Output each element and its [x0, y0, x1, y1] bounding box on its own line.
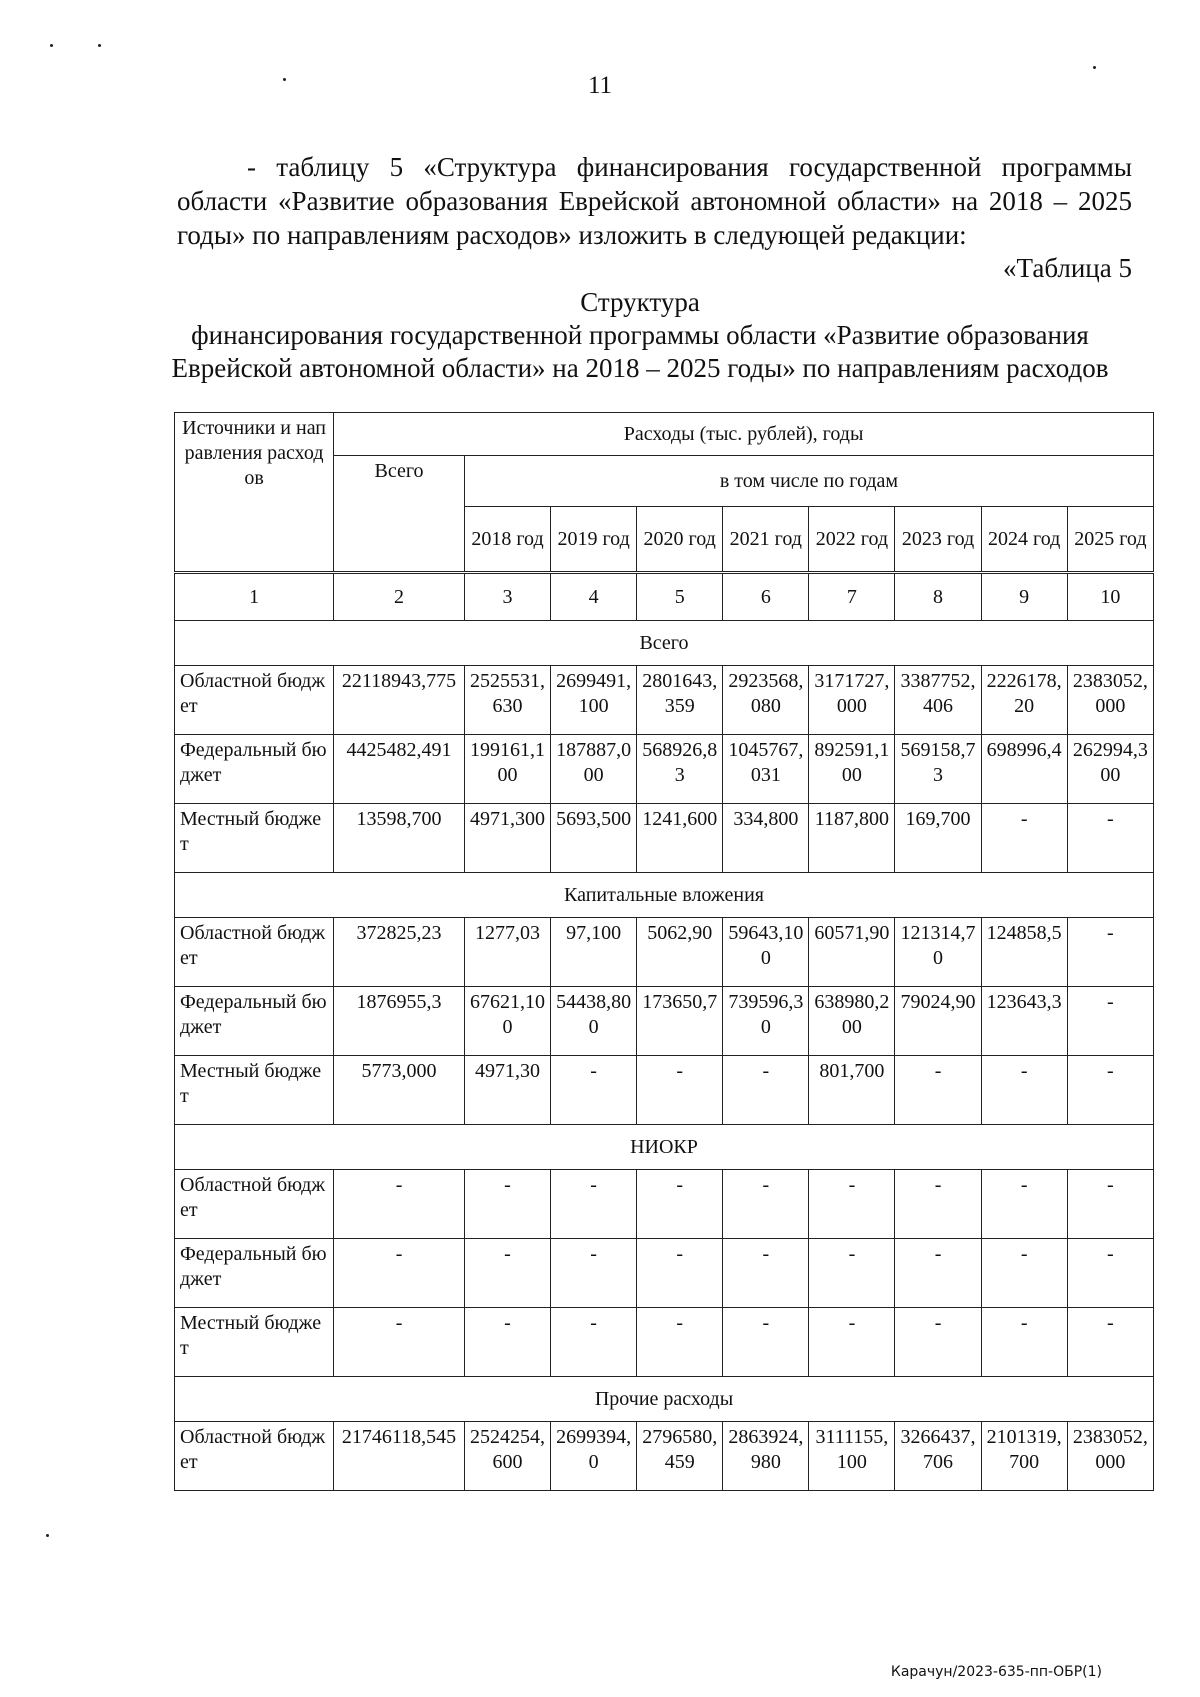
scan-speck	[98, 44, 101, 47]
table-cell: -	[1067, 804, 1153, 873]
table-row	[175, 1422, 1154, 1491]
table-cell: -	[334, 1239, 465, 1308]
table-cell: 2923568,080	[723, 666, 809, 735]
table-cell: -	[895, 1056, 981, 1125]
table-cell: 2796580,459	[637, 1422, 723, 1491]
column-index: 5	[637, 573, 723, 621]
table-cell: 124858,5	[981, 918, 1067, 987]
table-cell: -	[637, 1170, 723, 1239]
table-cell: 59643,100	[723, 918, 809, 987]
table-row	[175, 1308, 1154, 1377]
table-cell: -	[981, 1056, 1067, 1125]
table-cell: -	[551, 1239, 637, 1308]
header-year: 2024 год	[981, 507, 1067, 573]
table-subtitle: финансирования государственной программы области «Развитие образования Еврейской автономной области» на 2018 – 2025 годы» по направлениям расходов	[171, 320, 1109, 383]
row-label: Областной бюджет	[175, 1170, 334, 1239]
column-index: 8	[895, 573, 981, 621]
table-cell: 123643,3	[981, 987, 1067, 1056]
table-cell: 187887,000	[551, 735, 637, 804]
table-cell: -	[464, 1308, 550, 1377]
table-cell: -	[334, 1308, 465, 1377]
row-label: Областной бюджет	[175, 918, 334, 987]
table-cell: 199161,100	[464, 735, 550, 804]
scan-speck	[1093, 66, 1096, 69]
table-cell: 4971,300	[464, 804, 550, 873]
column-index: 9	[981, 573, 1067, 621]
table-cell: 2101319,700	[981, 1422, 1067, 1491]
header-year: 2023 год	[895, 507, 981, 573]
table-cell: -	[895, 1170, 981, 1239]
table-cell: 169,700	[895, 804, 981, 873]
table-cell: 569158,73	[895, 735, 981, 804]
section-row	[175, 873, 1154, 918]
table-cell: -	[723, 1170, 809, 1239]
table-cell: -	[981, 1170, 1067, 1239]
section-row	[175, 1377, 1154, 1422]
header-year: 2020 год	[637, 507, 723, 573]
table-cell: -	[1067, 918, 1153, 987]
table-row	[175, 918, 1154, 987]
table-cell: -	[981, 804, 1067, 873]
header-total: Всего	[334, 456, 465, 573]
column-index: 2	[334, 573, 465, 621]
table-cell: 13598,700	[334, 804, 465, 873]
table-cell: 4425482,491	[334, 735, 465, 804]
header-expenses: Расходы (тыс. рублей), годы	[334, 413, 1154, 456]
table-row	[175, 735, 1154, 804]
section-title: Капитальные вложения	[175, 873, 1154, 918]
section-row	[175, 1125, 1154, 1170]
row-label: Федеральный бюджет	[175, 735, 334, 804]
column-index: 1	[175, 573, 334, 621]
table-cell: 1277,03	[464, 918, 550, 987]
table-cell: -	[723, 1056, 809, 1125]
table-cell: -	[723, 1239, 809, 1308]
table-cell: 5773,000	[334, 1056, 465, 1125]
table-cell: -	[334, 1170, 465, 1239]
table-cell: 2525531,630	[464, 666, 550, 735]
table-cell: 2226178,20	[981, 666, 1067, 735]
column-index: 10	[1067, 573, 1153, 621]
table-cell: 334,800	[723, 804, 809, 873]
header-source-col: Источники и направления расходов	[175, 413, 334, 573]
row-label: Федеральный бюджет	[175, 1239, 334, 1308]
table-cell: 638980,200	[809, 987, 895, 1056]
table-cell: -	[551, 1056, 637, 1125]
table-cell: -	[981, 1308, 1067, 1377]
table-cell: -	[1067, 1056, 1153, 1125]
row-label: Местный бюджет	[175, 1308, 334, 1377]
table-cell: 892591,100	[809, 735, 895, 804]
table-cell: -	[981, 1239, 1067, 1308]
row-label: Областной бюджет	[175, 666, 334, 735]
table-cell: 372825,23	[334, 918, 465, 987]
section-title: Всего	[175, 621, 1154, 666]
table-cell: 739596,30	[723, 987, 809, 1056]
table-cell: -	[809, 1308, 895, 1377]
table-cell: 3387752,406	[895, 666, 981, 735]
table-cell: 121314,70	[895, 918, 981, 987]
table-cell: -	[1067, 1308, 1153, 1377]
column-index: 6	[723, 573, 809, 621]
financing-table	[174, 412, 1154, 1491]
column-index: 3	[464, 573, 550, 621]
table-cell: 2383052,000	[1067, 666, 1153, 735]
row-label: Местный бюджет	[175, 1056, 334, 1125]
table-cell: 60571,90	[809, 918, 895, 987]
table-cell: 2801643,359	[637, 666, 723, 735]
table-cell: -	[637, 1056, 723, 1125]
table-cell: 801,700	[809, 1056, 895, 1125]
section-row	[175, 621, 1154, 666]
table-cell: 1045767,031	[723, 735, 809, 804]
table-cell: 4971,30	[464, 1056, 550, 1125]
row-label: Федеральный бюджет	[175, 987, 334, 1056]
table-heading	[150, 286, 1130, 385]
table-row	[175, 1056, 1154, 1125]
scan-speck	[283, 78, 286, 81]
table-row	[175, 666, 1154, 735]
table-row	[175, 1170, 1154, 1239]
table-cell: -	[895, 1239, 981, 1308]
table-cell: 22118943,775	[334, 666, 465, 735]
header-year: 2021 год	[723, 507, 809, 573]
scan-speck	[46, 1534, 49, 1537]
document-code: Карачун/2023-635-пп-ОБР(1)	[890, 1664, 1102, 1680]
table-cell: -	[464, 1239, 550, 1308]
section-title: НИОКР	[175, 1125, 1154, 1170]
table-cell: 3171727,000	[809, 666, 895, 735]
table-cell: 2699491,100	[551, 666, 637, 735]
table-title: Структура	[580, 287, 700, 317]
column-index: 4	[551, 573, 637, 621]
intro-paragraph: - таблицу 5 «Структура финансирования государственной программы области «Развитие образования Еврейской автономной области» на 2018 – 2025 годы» по направлениям расходов» изложить в следующей редакции:	[177, 152, 1132, 250]
header-year: 2022 год	[809, 507, 895, 573]
page-number: 11	[587, 72, 613, 99]
table-cell: 1876955,3	[334, 987, 465, 1056]
table-row	[175, 804, 1154, 873]
table-cell: 54438,800	[551, 987, 637, 1056]
table-cell: 173650,7	[637, 987, 723, 1056]
table-cell: 1241,600	[637, 804, 723, 873]
table-cell: -	[809, 1170, 895, 1239]
table-cell: 3111155,100	[809, 1422, 895, 1491]
table-cell: 262994,300	[1067, 735, 1153, 804]
table-cell: -	[551, 1308, 637, 1377]
header-by-years: в том числе по годам	[464, 456, 1153, 507]
row-label: Местный бюджет	[175, 804, 334, 873]
table-cell: -	[1067, 987, 1153, 1056]
table-label: «Таблица 5	[1003, 253, 1132, 283]
table-cell: 2699394,0	[551, 1422, 637, 1491]
table-cell: 2383052,000	[1067, 1422, 1153, 1491]
table-cell: 698996,4	[981, 735, 1067, 804]
section-title: Прочие расходы	[175, 1377, 1154, 1422]
table-cell: 2524254,600	[464, 1422, 550, 1491]
header-year: 2025 год	[1067, 507, 1153, 573]
table-cell: 568926,83	[637, 735, 723, 804]
table-cell: 1187,800	[809, 804, 895, 873]
table-cell: 2863924,980	[723, 1422, 809, 1491]
table-cell: -	[551, 1170, 637, 1239]
header-year: 2019 год	[551, 507, 637, 573]
table-cell: 3266437,706	[895, 1422, 981, 1491]
table-cell: -	[809, 1239, 895, 1308]
table-cell: 97,100	[551, 918, 637, 987]
table-cell: 5062,90	[637, 918, 723, 987]
table-cell: -	[1067, 1170, 1153, 1239]
table-cell: 79024,90	[895, 987, 981, 1056]
table-cell: -	[895, 1308, 981, 1377]
scan-speck	[50, 44, 53, 47]
table-cell: -	[637, 1308, 723, 1377]
table-row	[175, 987, 1154, 1056]
row-label: Областной бюджет	[175, 1422, 334, 1491]
header-year: 2018 год	[464, 507, 550, 573]
table-row	[175, 1239, 1154, 1308]
table-cell: -	[723, 1308, 809, 1377]
table-cell: 67621,100	[464, 987, 550, 1056]
column-index: 7	[809, 573, 895, 621]
table-cell: 21746118,545	[334, 1422, 465, 1491]
table-cell: 5693,500	[551, 804, 637, 873]
table-cell: -	[464, 1170, 550, 1239]
table-cell: -	[637, 1239, 723, 1308]
table-cell: -	[1067, 1239, 1153, 1308]
